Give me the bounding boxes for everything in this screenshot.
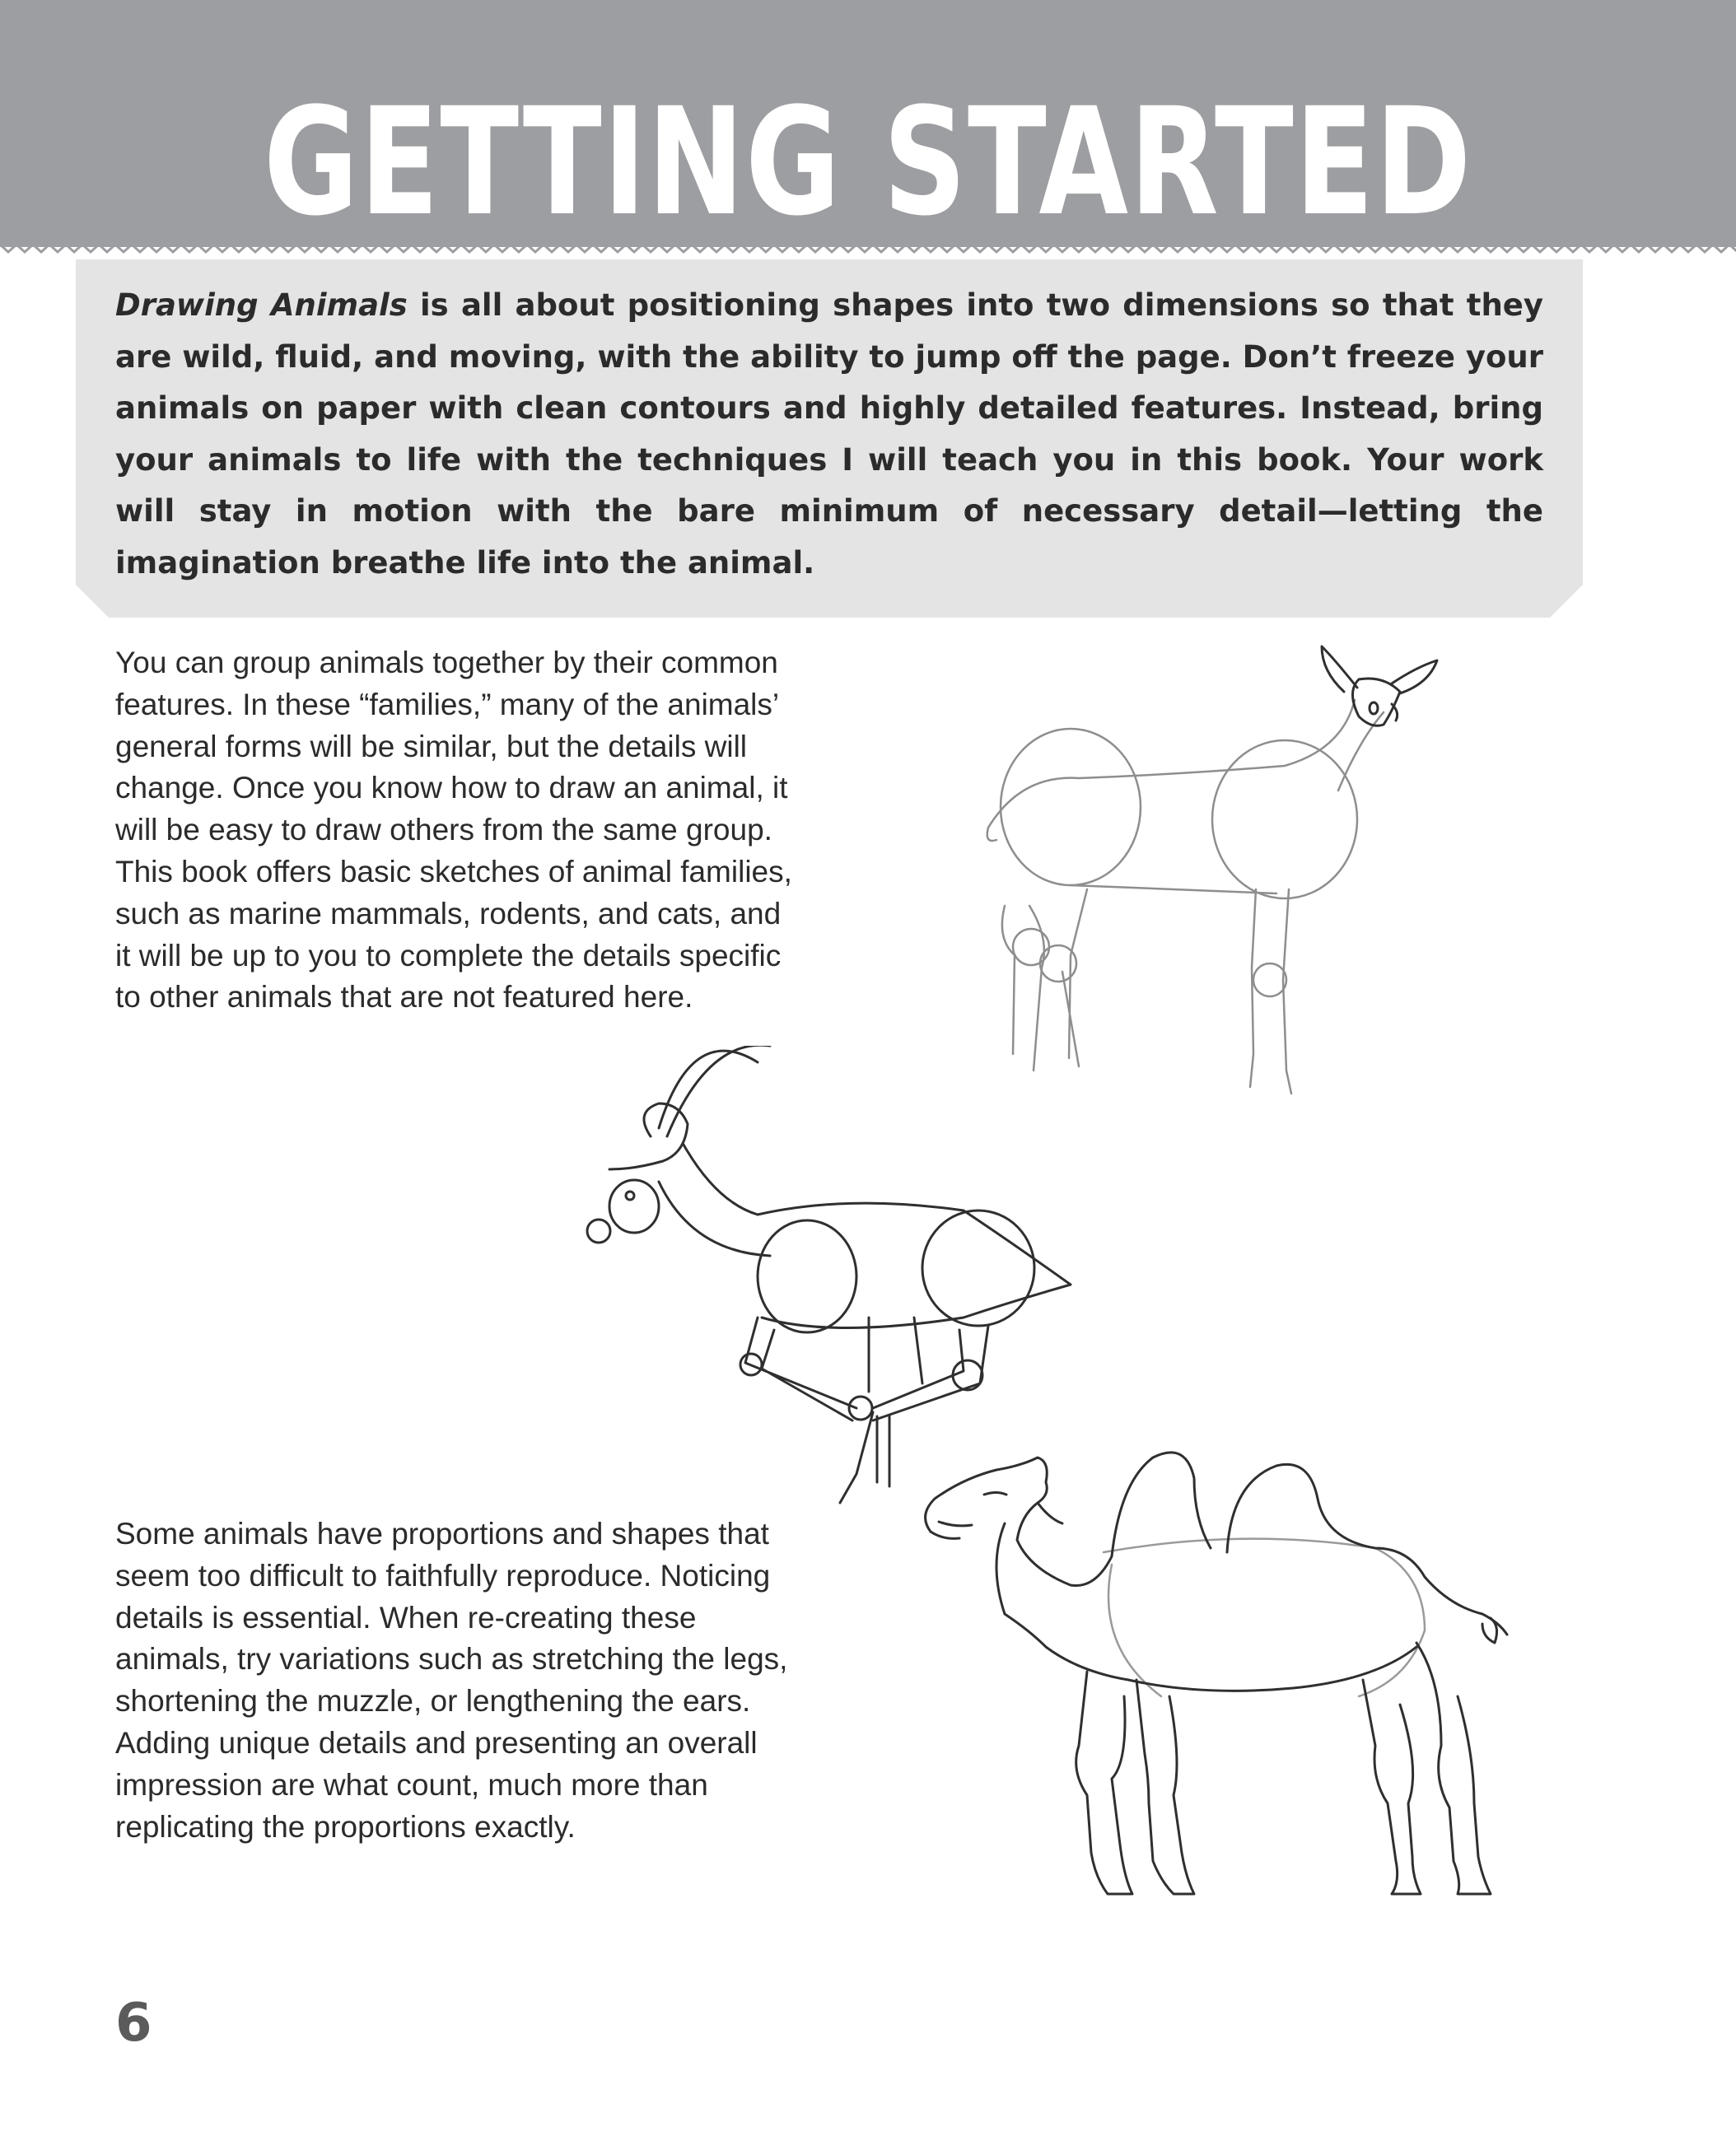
families-paragraph: You can group animals together by their common features. In these “families,” many of the animals’ general forms will be similar, but the details will change. Once you know how to draw an animal, it will be easy to draw others from the same group. This book offers basic sketches of animal families, such as marine mammals, rodents, and cats, and it will be up to you to complete the details specific to other animals that are not featured here. (115, 646, 792, 1015)
camel-sketch-icon (914, 1433, 1524, 1910)
deer-sketch-icon (972, 642, 1449, 1103)
intro-paragraph (115, 280, 1543, 589)
intro-body-text: is all about positioning shapes into two dimensions so that they are wild, fluid, and moving, with the ability to jump off the page. Don’t freeze your animals on paper with clean contours and highly detailed features. Instead, bring your animals to life with the techniques I will teach you in this book. Your work will stay in motion with the bare minimum of necessary detail—letting the imagination breathe life into the animal. (115, 287, 1543, 581)
book-title-italic: Drawing Animals (115, 287, 408, 323)
page-title: GETTING STARTED (264, 77, 1472, 249)
proportions-paragraph: Some animals have proportions and shapes that seem too difficult to faithfully reproduce. Noticing details is essential. When re-creating these animals, try variations such as stretching the legs, shortening the muzzle, or lengthening the ears. Adding unique details and presenting an overall impression are what count, much more than replicating the proportions exactly. (115, 1517, 788, 1844)
zigzag-divider (0, 243, 1736, 254)
page-number: 6 (115, 1993, 152, 2054)
